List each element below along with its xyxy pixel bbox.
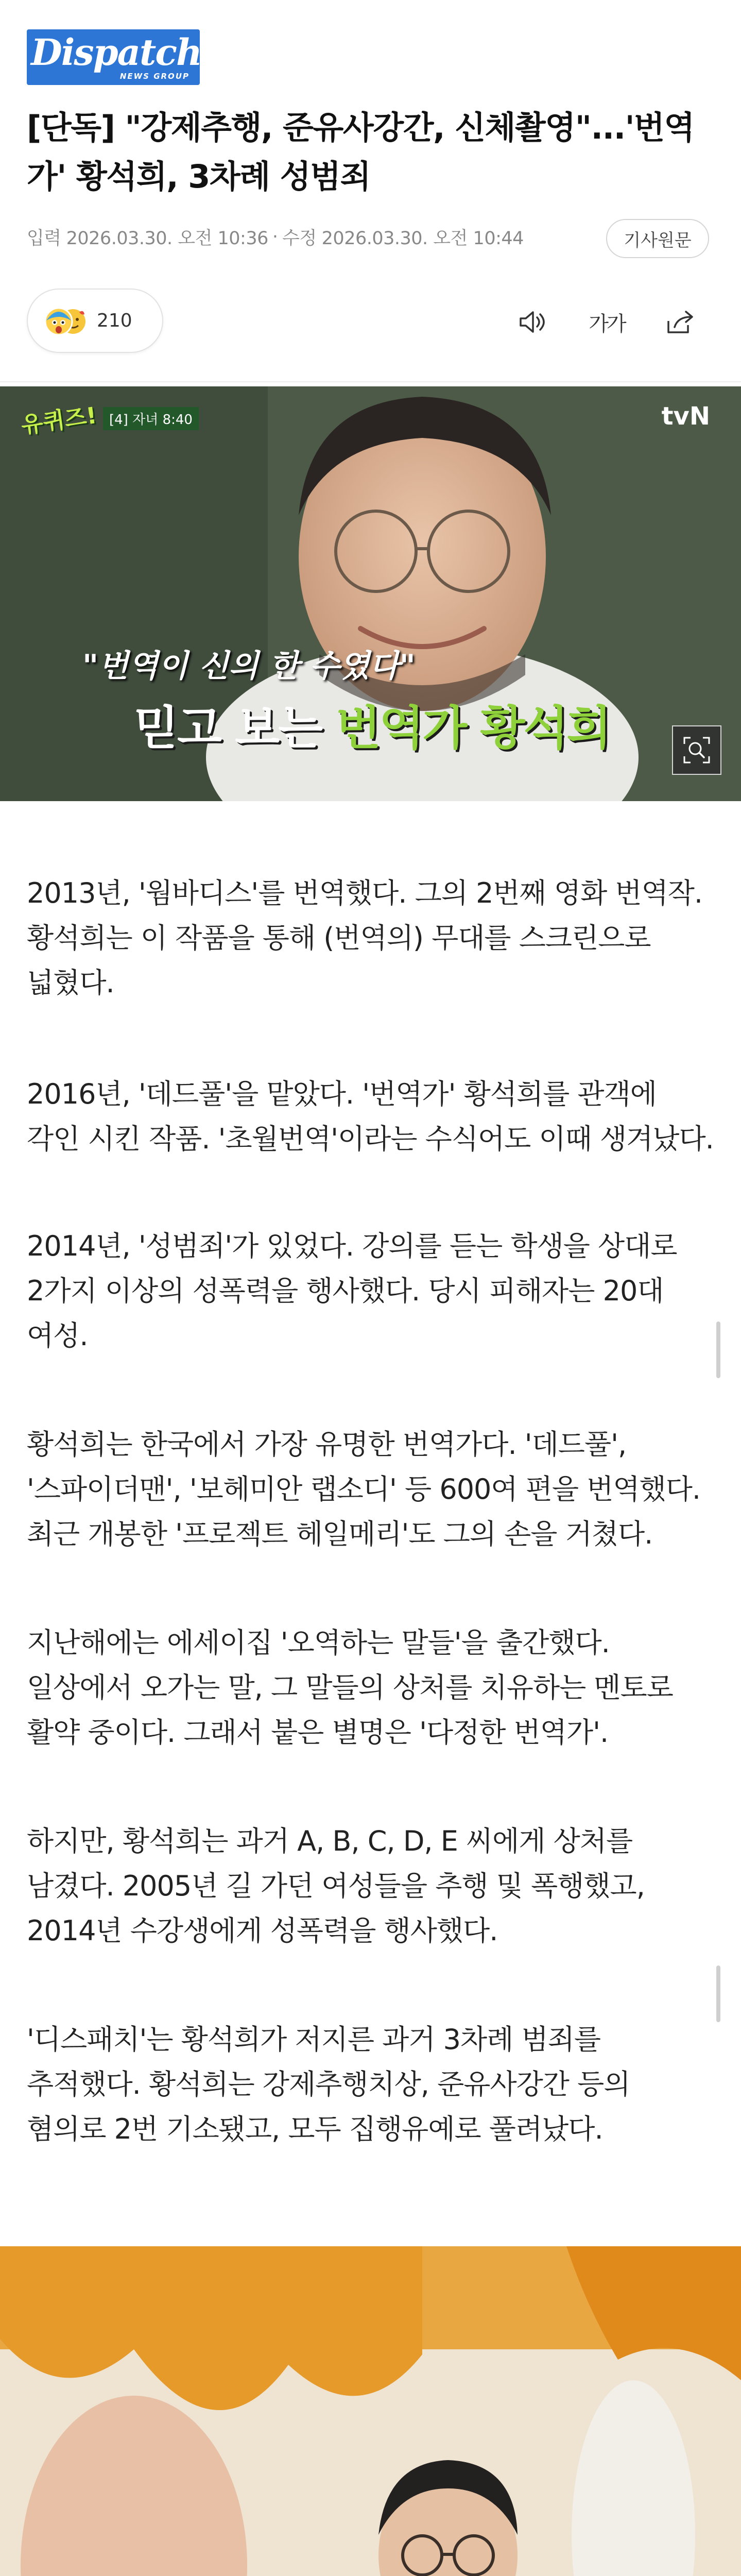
- article-paragraph: 하지만, 황석희는 과거 A, B, C, D, E 씨에게 상처를 남겼다. 2005년 길 가던 여성들을 추행 및 폭행했고, 2014년 수강생에게 성폭력을 행사했다.: [27, 1825, 645, 1947]
- article-headline: [단독] "강제추행, 준유사강간, 신체촬영"...'번역가' 황석희, 3차례 성범죄: [27, 109, 694, 195]
- caption-prefix: 믿고 보는: [134, 701, 336, 755]
- article-paragraph: 황석희는 한국에서 가장 유명한 번역가다. '데드풀', '스파이더맨', '보헤미안 랩소디' 등 600여 편을 번역했다. 최근 개봉한 '프로젝트 헤일메리'도 그의 손을 거쳤다.: [27, 1428, 701, 1550]
- header-divider: [0, 381, 741, 382]
- reaction-emoji-icon: [43, 303, 90, 339]
- original-article-button[interactable]: 기사원문: [606, 219, 709, 258]
- scroll-indicator: [716, 1965, 720, 2022]
- edit-time: 2026.03.30. 오전 10:44: [321, 228, 524, 249]
- input-time: 2026.03.30. 오전 10:36: [66, 228, 268, 249]
- font-size-icon[interactable]: [581, 301, 632, 343]
- logo-subtext: NEWS GROUP: [119, 72, 189, 81]
- article-paragraph: 2014년, '성범죄'가 있었다. 강의를 듣는 학생을 상대로 2가지 이상의 성폭력을 행사했다. 당시 피해자는 20대 여성.: [27, 1230, 677, 1352]
- meta-separator: ·: [272, 227, 279, 247]
- logo-text: Dispatch: [31, 31, 201, 74]
- channel-logo: tvN: [661, 402, 710, 431]
- font-size-label: 가가: [589, 312, 625, 336]
- article-meta: [27, 216, 524, 258]
- caption-highlight: 번역가 황석희: [336, 701, 610, 755]
- article-paragraph: 2013년, '웜바디스'를 번역했다. 그의 2번째 영화 번역작. 황석희는 이 작품을 통해 (번역의) 무대를 스크린으로 넓혔다.: [27, 877, 703, 999]
- photo-caption: [134, 690, 610, 757]
- scroll-indicator: [716, 1321, 720, 1378]
- article-photo-1[interactable]: [0, 386, 741, 801]
- show-logo: 유퀴즈!: [19, 402, 99, 439]
- reaction-count: 210: [97, 310, 132, 331]
- article-paragraph: '디스패치'는 황석희가 저지른 과거 3차례 범죄를 추적했다. 황석희는 강제추행치상, 준유사강간 등의 혐의로 2번 기소됐고, 모두 집행유예로 풀려났다.: [27, 2023, 630, 2145]
- episode-label: [4] 자녀 8:40: [103, 407, 199, 430]
- photo-quote: "번역이 신의 한 수였다": [82, 648, 416, 684]
- article-paragraph: 2016년, '데드풀'을 맡았다. '번역가' 황석희를 관객에 각인 시킨 작품. '초월번역'이라는 수식어도 이때 생겨났다.: [27, 1078, 714, 1155]
- input-label: 입력: [27, 228, 61, 249]
- edit-label: 수정: [282, 228, 317, 249]
- dispatch-logo[interactable]: [27, 29, 200, 85]
- reaction-button[interactable]: [27, 289, 163, 353]
- article-photo-2[interactable]: [0, 2246, 741, 2576]
- article-paragraph: 지난해에는 에세이집 '오역하는 말들'을 출간했다. 일상에서 오가는 말, 그 말들의 상처를 치유하는 멘토로 활약 중이다. 그래서 붙은 별명은 '다정한 번역가'.: [27, 1626, 673, 1749]
- zoom-icon[interactable]: [672, 725, 721, 775]
- speaker-icon[interactable]: [512, 301, 554, 343]
- share-icon[interactable]: [659, 301, 700, 343]
